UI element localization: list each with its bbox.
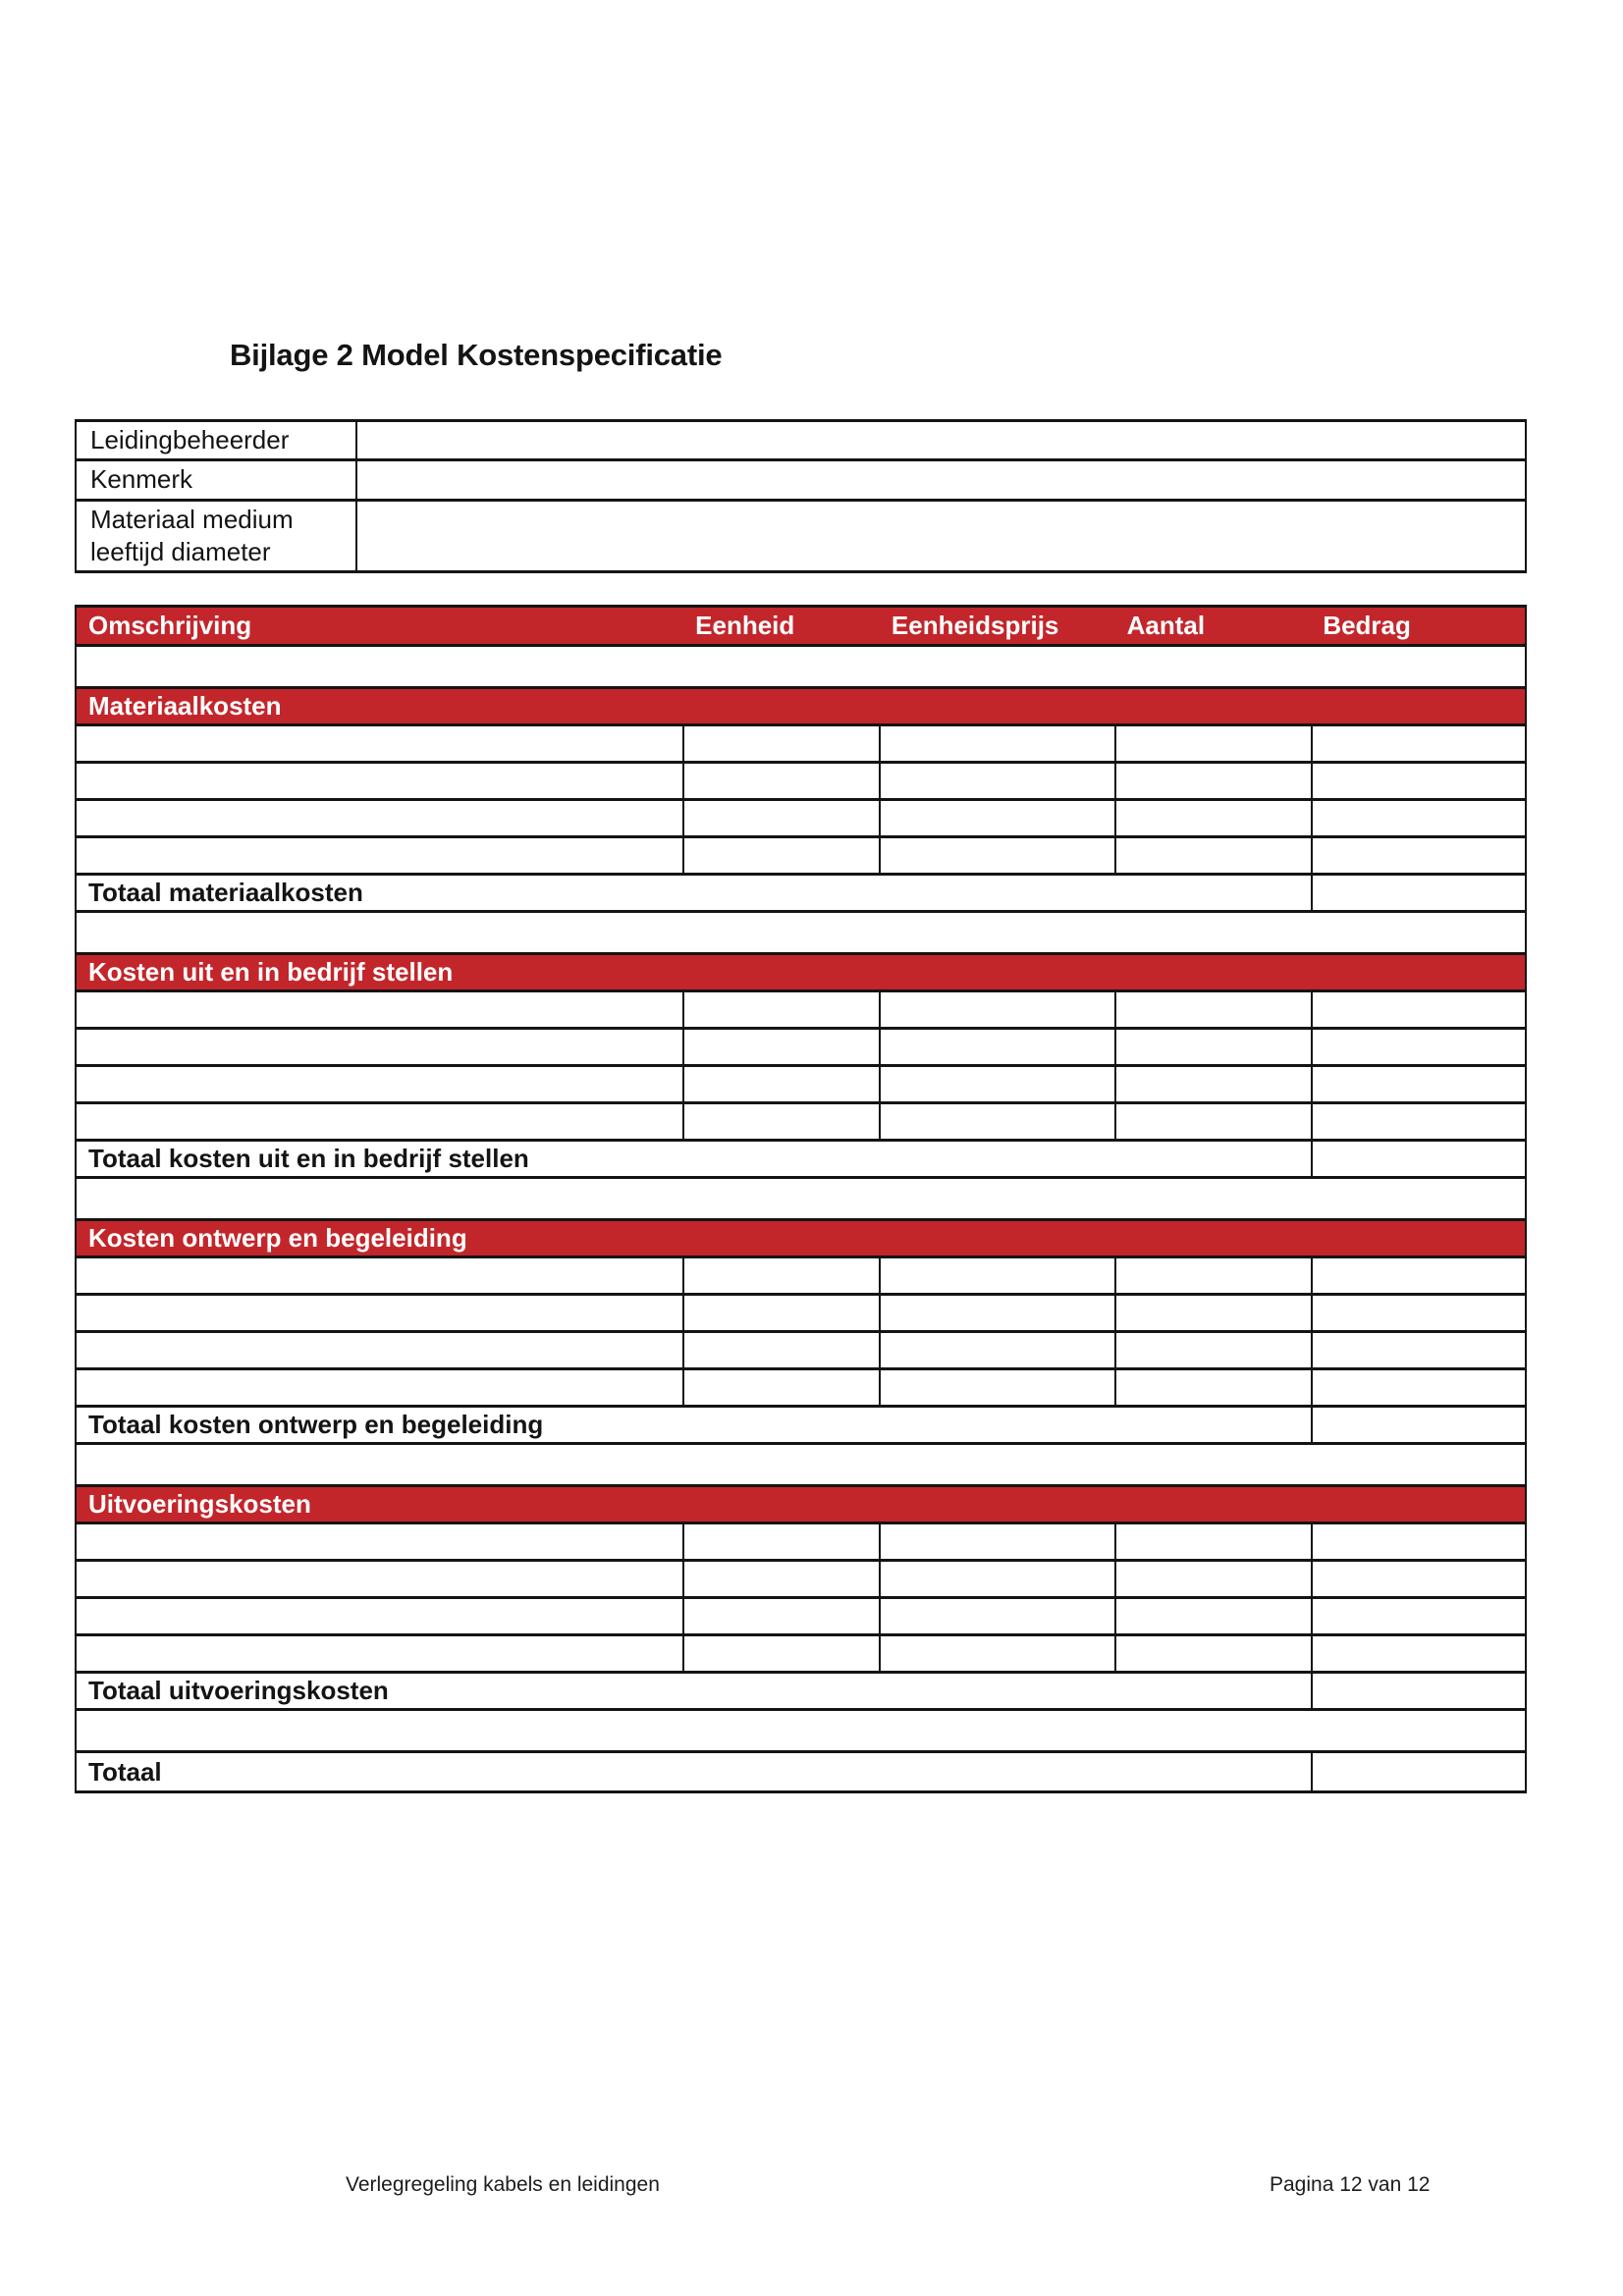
cell-aantal (1115, 1561, 1312, 1598)
cell-omschrijving (76, 1635, 683, 1673)
cell-eenheidsprijs (880, 800, 1115, 837)
cost-row (76, 1523, 1526, 1561)
cell-eenheid (683, 1369, 880, 1407)
info-table (75, 419, 1527, 573)
cell-aantal (1115, 837, 1312, 875)
cell-eenheidsprijs (880, 1523, 1115, 1561)
spacer-row (76, 1178, 1526, 1220)
cell-bedrag (1312, 1561, 1526, 1598)
section-banner-uitvoeringskosten (76, 1486, 1526, 1523)
cell-eenheid (683, 837, 880, 875)
section-banner-ontwerp-begeleiding (76, 1220, 1526, 1257)
cell-eenheid (683, 1257, 880, 1295)
column-header-bedrag: Bedrag (1323, 611, 1411, 640)
info-row-leidingbeheerder (76, 421, 1526, 460)
cell-aantal (1115, 1103, 1312, 1141)
cell-eenheidsprijs (880, 1295, 1115, 1332)
cell-eenheidsprijs (880, 1561, 1115, 1598)
cell-eenheidsprijs (880, 1635, 1115, 1673)
cell-omschrijving (76, 800, 683, 837)
cell-aantal (1115, 763, 1312, 800)
cost-row (76, 763, 1526, 800)
cell-bedrag (1312, 1598, 1526, 1635)
cell-aantal (1115, 1369, 1312, 1407)
spacer-row (76, 912, 1526, 954)
cell-omschrijving (76, 1369, 683, 1407)
cell-bedrag (1312, 1523, 1526, 1561)
cell-bedrag (1312, 763, 1526, 800)
cell-eenheidsprijs (880, 1369, 1115, 1407)
spacer-row (76, 1444, 1526, 1486)
cell-eenheidsprijs (880, 991, 1115, 1029)
cell-eenheidsprijs (880, 1598, 1115, 1635)
cost-row (76, 1066, 1526, 1103)
grand-total-value (1312, 1752, 1526, 1792)
cell-bedrag (1312, 1332, 1526, 1369)
column-header-eenheid: Eenheid (695, 611, 795, 640)
cell-bedrag (1312, 1066, 1526, 1103)
cell-eenheidsprijs (880, 837, 1115, 875)
section-total-row (76, 1141, 1526, 1178)
footer-document-name: Verlegregeling kabels en leidingen (346, 2173, 660, 2196)
cell-eenheid (683, 1332, 880, 1369)
cell-aantal (1115, 1295, 1312, 1332)
section-title: Kosten uit en in bedrijf stellen (76, 954, 1526, 991)
info-value-cell (356, 421, 1526, 460)
cell-aantal (1115, 800, 1312, 837)
cell-eenheid (683, 1103, 880, 1141)
cell-bedrag (1312, 1103, 1526, 1141)
cell-omschrijving (76, 763, 683, 800)
cost-table (75, 605, 1527, 1793)
cell-eenheid (683, 763, 880, 800)
document-title: Bijlage 2 Model Kostenspecificatie (230, 338, 723, 372)
spacer-row (76, 646, 1526, 688)
cell-eenheidsprijs (880, 1332, 1115, 1369)
cell-eenheid (683, 725, 880, 763)
cell-aantal (1115, 1635, 1312, 1673)
cell-bedrag (1312, 1635, 1526, 1673)
cell-aantal (1115, 1257, 1312, 1295)
section-total-row (76, 875, 1526, 912)
cost-row (76, 1257, 1526, 1295)
cost-row (76, 1635, 1526, 1673)
section-title: Uitvoeringskosten (76, 1486, 1526, 1523)
cell-omschrijving (76, 837, 683, 875)
footer-page-number: Pagina 12 van 12 (1270, 2173, 1431, 2196)
cell-bedrag (1312, 1295, 1526, 1332)
cost-row (76, 1295, 1526, 1332)
cell-omschrijving (76, 1257, 683, 1295)
info-row-materiaal (76, 500, 1526, 572)
cell-omschrijving (76, 1029, 683, 1066)
cost-row (76, 1598, 1526, 1635)
cell-eenheidsprijs (880, 1029, 1115, 1066)
cell-eenheid (683, 1066, 880, 1103)
cost-row (76, 837, 1526, 875)
info-value-cell (356, 460, 1526, 500)
cost-row (76, 800, 1526, 837)
cell-bedrag (1312, 1029, 1526, 1066)
section-total-label: Totaal kosten ontwerp en begeleiding (76, 1407, 1312, 1444)
cell-aantal (1115, 1332, 1312, 1369)
cell-eenheidsprijs (880, 1257, 1115, 1295)
section-total-label: Totaal uitvoeringskosten (76, 1673, 1312, 1710)
cell-eenheid (683, 991, 880, 1029)
cell-omschrijving (76, 1103, 683, 1141)
cell-bedrag (1312, 1369, 1526, 1407)
cell-eenheidsprijs (880, 763, 1115, 800)
cell-omschrijving (76, 1523, 683, 1561)
info-row-kenmerk (76, 460, 1526, 500)
cell-aantal (1115, 991, 1312, 1029)
header-labels (77, 608, 1525, 644)
cost-row (76, 1103, 1526, 1141)
cell-eenheid (683, 1523, 880, 1561)
spacer-cell (76, 1178, 1526, 1220)
cell-eenheid (683, 1635, 880, 1673)
spacer-cell (76, 1444, 1526, 1486)
cost-table-header-row (76, 607, 1526, 646)
cell-eenheidsprijs (880, 1103, 1115, 1141)
grand-total-row (76, 1752, 1526, 1792)
section-total-row (76, 1407, 1526, 1444)
info-value-cell (356, 500, 1526, 572)
cell-omschrijving (76, 1561, 683, 1598)
section-title: Materiaalkosten (76, 688, 1526, 725)
column-header-aantal: Aantal (1126, 611, 1206, 640)
cell-aantal (1115, 1523, 1312, 1561)
cost-row (76, 1561, 1526, 1598)
spacer-cell (76, 646, 1526, 688)
section-total-row (76, 1673, 1526, 1710)
cell-bedrag (1312, 1257, 1526, 1295)
cell-bedrag (1312, 837, 1526, 875)
section-total-label: Totaal materiaalkosten (76, 875, 1312, 912)
column-header-omschrijving: Omschrijving (88, 611, 252, 640)
cell-eenheid (683, 1561, 880, 1598)
cell-aantal (1115, 1598, 1312, 1635)
cell-eenheidsprijs (880, 1066, 1115, 1103)
cost-row (76, 725, 1526, 763)
cell-eenheid (683, 1295, 880, 1332)
spacer-cell (76, 1710, 1526, 1752)
spacer-cell (76, 912, 1526, 954)
cell-aantal (1115, 725, 1312, 763)
cost-row (76, 1332, 1526, 1369)
info-label: Leidingbeheerder (76, 421, 356, 460)
cell-omschrijving (76, 1332, 683, 1369)
section-total-value (1312, 1141, 1526, 1178)
cell-bedrag (1312, 800, 1526, 837)
cell-omschrijving (76, 725, 683, 763)
section-banner-materiaalkosten (76, 688, 1526, 725)
cell-bedrag (1312, 725, 1526, 763)
cell-eenheidsprijs (880, 725, 1115, 763)
info-label: Kenmerk (76, 460, 356, 500)
cost-row (76, 1029, 1526, 1066)
cost-row (76, 1369, 1526, 1407)
section-total-value (1312, 1673, 1526, 1710)
cell-omschrijving (76, 1598, 683, 1635)
cell-bedrag (1312, 991, 1526, 1029)
section-title: Kosten ontwerp en begeleiding (76, 1220, 1526, 1257)
cell-aantal (1115, 1066, 1312, 1103)
cost-row (76, 991, 1526, 1029)
cell-omschrijving (76, 1066, 683, 1103)
spacer-row (76, 1710, 1526, 1752)
grand-total-label: Totaal (76, 1752, 1312, 1792)
section-total-label: Totaal kosten uit en in bedrijf stellen (76, 1141, 1312, 1178)
cell-aantal (1115, 1029, 1312, 1066)
cell-eenheid (683, 800, 880, 837)
cell-eenheid (683, 1598, 880, 1635)
cell-omschrijving (76, 991, 683, 1029)
cell-omschrijving (76, 1295, 683, 1332)
section-banner-bedrijf-stellen (76, 954, 1526, 991)
column-header-eenheidsprijs: Eenheidsprijs (891, 611, 1059, 640)
info-label: Materiaal medium leeftijd diameter (76, 500, 356, 572)
section-total-value (1312, 875, 1526, 912)
cell-eenheid (683, 1029, 880, 1066)
cost-table-header-cell (76, 607, 1526, 646)
section-total-value (1312, 1407, 1526, 1444)
